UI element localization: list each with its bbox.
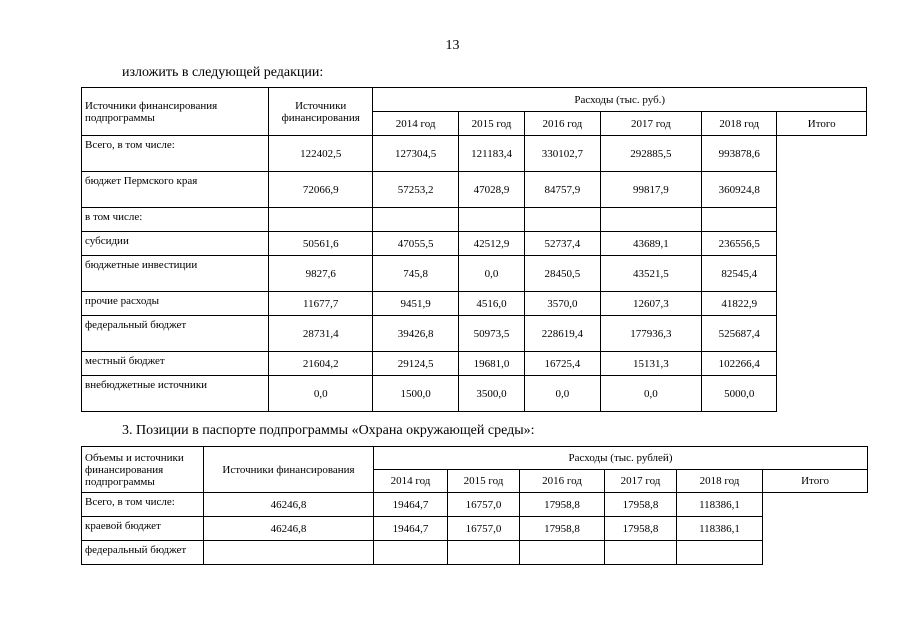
table2-expenses-header: Расходы (тыс. рублей) — [374, 447, 868, 470]
table-cell: 122402,5 — [268, 136, 373, 172]
row-label: федеральный бюджет — [82, 316, 269, 352]
section-2-heading: 3. Позиции в паспорте подпрограммы «Охрана окружающей среды»: — [122, 423, 535, 438]
row-label: краевой бюджет — [82, 517, 204, 541]
table1-year-header: Итого — [777, 112, 867, 136]
table-cell: 42512,9 — [458, 232, 524, 256]
table-cell: 72066,9 — [268, 172, 373, 208]
table-cell: 17958,8 — [520, 493, 605, 517]
table1-year-header: 2017 год — [600, 112, 702, 136]
table2-year-header: 2018 год — [677, 470, 763, 493]
table-row — [82, 292, 867, 316]
page-number: 13 — [445, 38, 460, 53]
row-label: прочие расходы — [82, 292, 269, 316]
table-cell: 9827,6 — [268, 256, 373, 292]
row-label: Всего, в том числе: — [82, 493, 204, 517]
table-cell: 29124,5 — [373, 352, 458, 376]
table-cell: 177936,3 — [600, 316, 702, 352]
row-label: бюджет Пермского края — [82, 172, 269, 208]
table-cell — [448, 541, 520, 565]
table-cell — [600, 208, 702, 232]
table-cell: 17958,8 — [605, 493, 677, 517]
table-cell: 12607,3 — [600, 292, 702, 316]
table-cell: 99817,9 — [600, 172, 702, 208]
table1-year-header: 2016 год — [525, 112, 600, 136]
table-cell: 39426,8 — [373, 316, 458, 352]
table-cell: 21604,2 — [268, 352, 373, 376]
table-row — [82, 376, 867, 412]
table-cell: 19681,0 — [458, 352, 524, 376]
table-cell: 50973,5 — [458, 316, 524, 352]
table-cell: 0,0 — [525, 376, 600, 412]
table-cell — [374, 541, 448, 565]
table-row — [82, 352, 867, 376]
table2-year-header: 2015 год — [448, 470, 520, 493]
table-cell — [373, 208, 458, 232]
table-cell: 118386,1 — [677, 493, 763, 517]
table-cell: 993878,6 — [702, 136, 777, 172]
table2-year-header: 2014 год — [374, 470, 448, 493]
table1-year-header: 2015 год — [458, 112, 524, 136]
table-cell: 46246,8 — [204, 493, 374, 517]
table-cell: 0,0 — [600, 376, 702, 412]
financing-table-1 — [81, 87, 867, 412]
table-cell: 5000,0 — [702, 376, 777, 412]
row-label: субсидии — [82, 232, 269, 256]
table-cell: 9451,9 — [373, 292, 458, 316]
table-cell — [525, 208, 600, 232]
table-cell: 360924,8 — [702, 172, 777, 208]
table1-sources-header: Источники финансирования — [268, 88, 373, 136]
table1-expenses-header: Расходы (тыс. руб.) — [373, 88, 867, 112]
table-cell: 50561,6 — [268, 232, 373, 256]
row-label: бюджетные инвестиции — [82, 256, 269, 292]
table-row — [82, 208, 867, 232]
table-cell: 57253,2 — [373, 172, 458, 208]
table-cell: 102266,4 — [702, 352, 777, 376]
table1-year-header: 2014 год — [373, 112, 458, 136]
financing-table-2 — [81, 446, 868, 565]
table-cell: 16757,0 — [448, 493, 520, 517]
table-row — [82, 541, 868, 565]
table-cell — [702, 208, 777, 232]
table2-year-header: Итого — [763, 470, 868, 493]
table-cell: 292885,5 — [600, 136, 702, 172]
table-cell: 127304,5 — [373, 136, 458, 172]
table-cell: 236556,5 — [702, 232, 777, 256]
table-cell: 47028,9 — [458, 172, 524, 208]
table-cell — [677, 541, 763, 565]
table-cell: 4516,0 — [458, 292, 524, 316]
table-cell: 82545,4 — [702, 256, 777, 292]
table-cell: 52737,4 — [525, 232, 600, 256]
table-cell: 47055,5 — [373, 232, 458, 256]
table-row — [82, 136, 867, 172]
table-cell — [458, 208, 524, 232]
table-cell: 19464,7 — [374, 493, 448, 517]
table-cell: 330102,7 — [525, 136, 600, 172]
row-label: в том числе: — [82, 208, 269, 232]
table1-year-header: 2018 год — [702, 112, 777, 136]
table-cell: 1500,0 — [373, 376, 458, 412]
table-cell: 28450,5 — [525, 256, 600, 292]
table-cell: 84757,9 — [525, 172, 600, 208]
table-row — [82, 316, 867, 352]
row-label: внебюджетные источники — [82, 376, 269, 412]
table-row — [82, 232, 867, 256]
table-cell: 121183,4 — [458, 136, 524, 172]
table-cell: 43689,1 — [600, 232, 702, 256]
table-cell: 525687,4 — [702, 316, 777, 352]
table-cell: 228619,4 — [525, 316, 600, 352]
table-cell: 17958,8 — [520, 517, 605, 541]
table-cell: 17958,8 — [605, 517, 677, 541]
table-cell — [605, 541, 677, 565]
table1-row-label: Источники финансирования подпрограммы — [82, 88, 269, 136]
table-row — [82, 256, 867, 292]
table2-sources-header: Источники финансирования — [204, 447, 374, 493]
table-cell: 28731,4 — [268, 316, 373, 352]
row-label: Всего, в том числе: — [82, 136, 269, 172]
table-cell: 745,8 — [373, 256, 458, 292]
table-cell: 16725,4 — [525, 352, 600, 376]
table-row — [82, 493, 868, 517]
table-cell: 41822,9 — [702, 292, 777, 316]
table2-year-header: 2016 год — [520, 470, 605, 493]
table-cell — [204, 541, 374, 565]
table-row — [82, 172, 867, 208]
intro-text: изложить в следующей редакции: — [122, 65, 324, 80]
table-row — [82, 517, 868, 541]
table-cell: 15131,3 — [600, 352, 702, 376]
table-cell: 118386,1 — [677, 517, 763, 541]
table2-row-label: Объемы и источники финансирования подпрограммы — [82, 447, 204, 493]
table-cell: 46246,8 — [204, 517, 374, 541]
table-cell: 11677,7 — [268, 292, 373, 316]
table-cell — [520, 541, 605, 565]
table-cell: 19464,7 — [374, 517, 448, 541]
row-label: местный бюджет — [82, 352, 269, 376]
table-cell: 0,0 — [268, 376, 373, 412]
table2-year-header: 2017 год — [605, 470, 677, 493]
row-label: федеральный бюджет — [82, 541, 204, 565]
table-cell: 43521,5 — [600, 256, 702, 292]
table-cell: 3500,0 — [458, 376, 524, 412]
table-cell: 0,0 — [458, 256, 524, 292]
table-cell: 3570,0 — [525, 292, 600, 316]
table-cell: 16757,0 — [448, 517, 520, 541]
table-cell — [268, 208, 373, 232]
